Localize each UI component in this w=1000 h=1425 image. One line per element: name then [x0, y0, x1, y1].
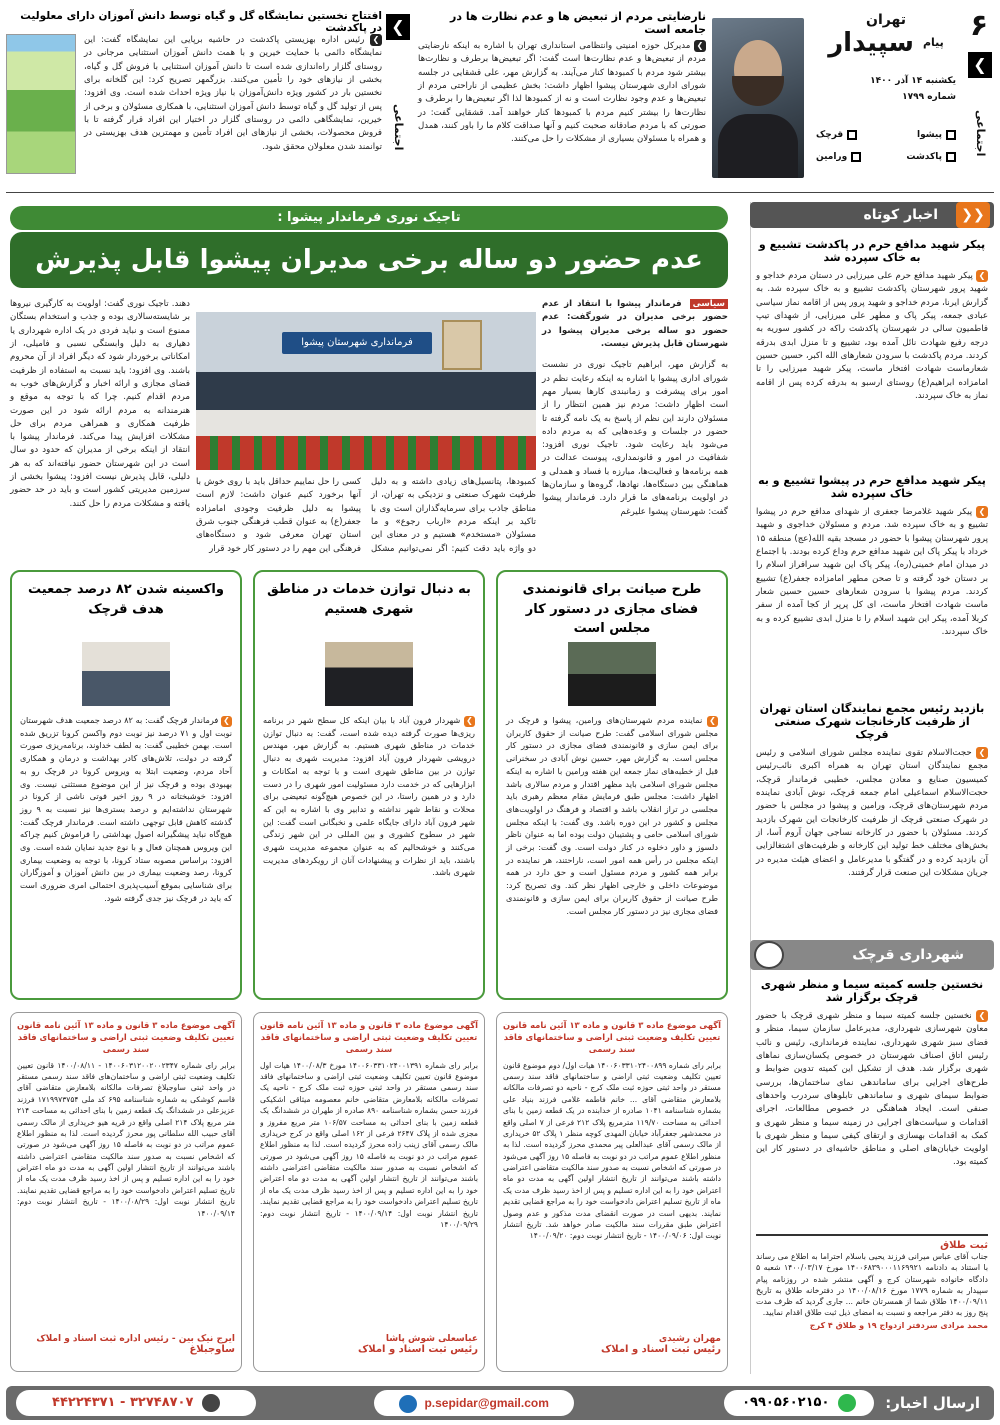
footer-email[interactable]: p.sepidar@gmail.com [374, 1390, 574, 1416]
municipal-title: نخستین جلسه کمیته سیما و منظر شهری قرچک برگزار شد [760, 978, 984, 1004]
logo [816, 12, 956, 70]
notice-title: آگهی موضوع ماده ۳ قانون و ماده ۱۳ آئین نامه قانون تعیین تکلیف وضعیت ثبتی اراضی و ساختمانهای فاقد سند رسمی [502, 1020, 721, 1055]
map-image [6, 34, 76, 174]
notice-signer-title: رئیس ثبت اسناد و املاک [358, 1343, 478, 1355]
municipal-logo [754, 941, 784, 969]
brief-item-body: ❯ پیکر شهید غلامرضا جعفری از شهدای مدافع حرم در پیشوا تشییع و به خاک سپرده شد. مردم و مسئولان خداجوی و شهید پرور شهرستان پیشوا با حضور در مسجد بقیه الله(عج) منطقه ۱۵ خرداد با پیکر پاک این شهید مدافع حرم وداع کرده بودند. با اجتماع در میدان امام خمینی(ره)، پیکر پاک این شهید سرافراز اسلام را بر دستان خود گرفته و تا صحن مطهر امامزاده جعفر(ع) تشییع کردند. مردم پیشوا با سرودن شعارهای حسین حسین شعار ماست شهادت افتخار ماست، ای کل پرپر از کجا آمده از سفر کربلا آمده، پیکر این شهید اسلام را تا منزل ابدی تشییع کرده و به خاک سپردند. [756, 507, 988, 637]
main-lead: سیاسی فرماندار پیشوا با انتقاد از عدم حضور برخی مدیران در شورگفت: عدم حضور دو ساله برخی مدیران پیشوا در شهرستان قابل پذیرش نیست. [542, 299, 728, 349]
story-2-arrow-icon: ❯ [370, 34, 382, 46]
phone-icon [202, 1394, 220, 1412]
footer-bar [6, 1386, 994, 1420]
city-qarchak: قرچک [816, 124, 857, 146]
main-kicker: تاجیک نوری فرماندار پیشوا : [10, 206, 728, 230]
brief-arrow-icon: ❯ [976, 506, 988, 518]
date-line: یکشنبه ۱۴ آذر ۱۴۰۰ [870, 76, 956, 86]
feature-box-photo [325, 642, 413, 706]
flowers [196, 436, 536, 470]
feature-box-title: به دنبال توازن خدمات در مناطق شهری هستیم [267, 582, 471, 617]
issue-line: شماره ۱۷۹۹ [902, 92, 956, 102]
city-varamin: ورامین [816, 146, 861, 168]
notice-signer: مهران رشیدی [658, 1333, 721, 1344]
footer-label: ارسال اخبار: [885, 1394, 980, 1412]
whatsapp-icon [838, 1394, 856, 1412]
brief-item-title: پیکر شهید مدافع حرم در پاکدشت تشییع و به خاک سپرده شد [758, 238, 986, 264]
feature-arrow-icon: ❯ [221, 716, 232, 727]
municipal-header [750, 940, 994, 970]
feature-boxes [10, 570, 728, 1004]
main-body-mid: کمبودها، پتانسیل‌های زیادی داشته و به دلیل ظرفیت شهرک صنعتی و نزدیکی به تهران، از مناطق جاذب برای سرمایه‌گذاران است وی با تاکید بر اینکه مردم «ارباب رجوع» و ما مسئولان «مستخدم» هستیم و در معنای این دو واژه باید دقت کنیم: اگر نمی‌توانیم مشکل کسی را حل نماییم حداقل باید با روی خوش با آنها برخورد کنیم عنوان داشت: لازم است پیشوا به دلیل ظرفیت وجودی امامزاده جعفر(ع) به عنوان قطب فرهنگی جنوب شرق استان تهران معرفی شود و دستگاه‌های فرهنگی این مهم را در دستور کار خود قرار [196, 477, 536, 554]
masthead [810, 6, 996, 186]
brief-header-label: اخبار کوتاه [863, 207, 938, 223]
brief-item-3 [756, 702, 988, 880]
city-list [816, 124, 956, 168]
notice-3 [10, 1012, 242, 1372]
city-peshva: پیشوا [917, 124, 956, 146]
main-col-right [542, 298, 728, 519]
portrait-frame [442, 320, 482, 370]
section-arrow-icon-2: ❯ [386, 14, 410, 40]
brief-arrow-icon: ❯ [976, 747, 988, 759]
feature-box-body: ❯ فرماندار قرچک گفت: به ۸۲ درصد جمعیت هدف شهرستان نوبت اول و ۷۱ درصد نیز نوبت دوم واکسن کرونا تزریق شده است. بهمن خطیبی گفت: به لطف خداوند، برنامه‌ریزی صورت گرفته در دولت، تلاش‌های کادر بهداشت و درمان و همکاری آحاد مردم، وضعیت ابتلا به ویروس کرونا در قرچک رو به بهبودی بوده و قرچک نیز از این موضوع مستثنی نیست. وی افزود: خوشبختانه در ۹ روز اخیر فوتی ناشی از کرونا در شهرستان نداشته‌ایم و درصد بستری‌ها نیز نسبت به ۹ روز گذشته کاهش قابل توجهی داشته است. فرماندار قرچک گفت: هیچ‌گاه نباید پیشگیرانه اصول بهداشتی را فراموش کنیم چراکه این ویروس همچنان فعال و با نوع جدید نمایان شده است. وی افزود: براساس مصوبه ستاد کرونا، با توجه به وضعیت بیماری کرونا، رصد وضعیت بیماری در بین دانش آموزان و آموزگاران برای شناسایی بموقع آسیب‌پذیری احتمالی امری ضروری است که باید در قرچک نیز جدی گرفته شود. [20, 715, 233, 903]
section-label: اجتماعی [974, 109, 987, 157]
main-headline: عدم حضور دو ساله برخی مدیران پیشوا قابل پذیرش [10, 232, 728, 288]
notice-body: برابر رای شماره ۱۴۰۰۶۰۳۳۱۰۲۴۰۰۱۳۹۱ مورخ ۱۴۰۰/۰۸/۳ هیات اول موضوع قانون تعیین تکلیف وضعیت ثبتی اراضی و ساختمانهای فاقد سند رسمی مستقر در واحد ثبتی حوزه ثبت ملک کرج - ناحیه یک تصرفات مالکانه بلامعارض متقاضی خانم معصومه میثاقی اشکیکی فرزند حسن بشماره شناسنامه ۸۹۰ صادره از طهران در ششدانگ یک قطعه زمین با بنای احداثی به مساحت ۱۰۶/۵۷ متر مربع مفروز و مجزی شده از پلاک ۲۶۴۷ فرعی از ۱۶۲ اصلی واقع در کرج خریداری مالک رسمی آقای زینب زاده محرز گردیده است. لذا به منظور اطلاع عموم مراتب در دو نوبت به فاصله ۱۵ روز آگهی می‌شود در صورتی که اشخاص نسبت به صدور سند مالکیت متقاضی اعتراضی داشته باشند می‌توانند از تاریخ انتشار اولین آگهی به مدت دو ماه اعتراض خود را به این اداره تسلیم و پس از اخذ رسید ظرف مدت یک ماه از تاریخ تسلیم اعتراض دادخواست خود را به مراجع قضایی تقدیم نمایند. تاریخ انتشار نوبت اول: ۱۴۰۰/۰۹/۱۴ - تاریخ انتشار نوبت دوم: ۱۴۰۰/۰۹/۲۹ [260, 1060, 478, 1230]
section-arrow-icon: ❯ [968, 52, 992, 78]
top-divider [6, 192, 994, 193]
city-pakdasht: پاکدشت [906, 146, 956, 168]
feature-box-1 [496, 570, 728, 1000]
divorce-body: جناب آقای عباس میرانی فرزند یحیی باسلام احتراما به اطلاع می رساند با استناد به دادنامه ۱۴۰۰۶۸۳۹۰۰۰۱۱۶۹۹۲۱ مورخ ۱۴۰۰/۰۳/۱۷ شعبه ۵ دادگاه خانواده شهرستان کرج و آگهی منتشر شده در روزنامه پیام سپیدار به شماره ۱۷۷۹ مورخ ۱۴۰۰/۰۸/۱۶ در دفترخانه طلاق به تاریخ ۱۴۰۰/۰۹/۱۱ طلاق شما از همسرتان خانم ... جاری گردید که ظرف مدت پنج روز به دفتر مراجعه و نسبت به امضای ذیل ثبت طلاق اقدام نمایید. [756, 1252, 988, 1318]
meeting-photo [196, 312, 536, 470]
feature-box-photo [82, 642, 170, 706]
logo-top: پیام [922, 36, 944, 49]
notice-2 [253, 1012, 485, 1372]
logo-city: تهران [866, 12, 906, 28]
notice-title: آگهی موضوع ماده ۳ قانون و ماده ۱۳ آئین نامه قانون تعیین تکلیف وضعیت ثبتی اراضی و ساختمانهای فاقد سند رسمی [16, 1020, 235, 1055]
feature-box-3 [10, 570, 242, 1000]
main-article [10, 298, 728, 562]
top-story-2-title: افتتاح نخستین نمایشگاه گل و گیاه توسط دانش آموزان دارای معلولیت در پاکدشت [20, 10, 382, 34]
municipal-header-label: شهرداری قرچک [852, 947, 964, 963]
brief-item-title: بازدید رئیس مجمع نمایندگان استان تهران از ظرفیت کارخانجات شهرک صنعتی قرچک [759, 702, 985, 741]
divorce-notice [756, 1234, 988, 1370]
notice-body: برابر رای شماره ۱۴۰۰۶۰۳۳۱۰۲۴۰۰۸۹۹ هیات اول/ دوم موضوع قانون تعیین تکلیف وضعیت ثبتی اراضی و ساختمانهای فاقد سند رسمی مستقر در واحد ثبتی حوزه ثبت ملک کرج - ناحیه دو تصرفات مالکانه بلامعارض متقاضی آقای ... خانم فاطمه غلامی فرزند بنیاد علی بشماره شناسنامه ۱۰۴۱ صادره از خدابنده در یک قطعه زمین با بنای احداثی به مساحت ۱۱۹/۷۰ مترمربع پلاک ۲۱۲ فرعی از ۷ اصلی واقع در محمدشهر جعفرآباد خیابان المهدی کوچه منظر ۱ پلاک ۵۲ خریداری از مالک رسمی آقای عبدالعلی پیر محمدی محرز گردیده است. لذا به منظور اطلاع عموم مراتب در دو نوبت به فاصله ۱۵ روز آگهی می‌شود در صورتی که اشخاص نسبت به صدور سند مالکیت متقاضی اعتراضی داشته باشند می‌توانند از تاریخ انتشار اولین آگهی به مدت دو ماه اعتراض خود را به این اداره تسلیم و پس از اخذ رسید ظرف مدت یک ماه از تاریخ تسلیم اعتراض دادخواست خود را به مراجع قضایی تقدیم نمایند. بدیهی است در صورت انقضای مدت مذکور و عدم وصول اعتراض طبق مقررات سند مالکیت صادر خواهد شد. تاریخ انتشار نوبت اول: ۱۴۰۰/۰۹/۰۶ - تاریخ انتشار نوبت دوم: ۱۴۰۰/۰۹/۲۰ [503, 1060, 721, 1241]
notice-title: آگهی موضوع ماده ۳ قانون و ماده ۱۳ آئین نامه قانون تعیین تکلیف وضعیت ثبتی اراضی و ساختمانهای فاقد سند رسمی [259, 1020, 478, 1055]
main-headline-box [10, 206, 728, 290]
footer-whatsapp[interactable]: ۰۹۹۰۵۶۰۲۱۵۰ [724, 1390, 874, 1416]
photo-banner: فرمانداری شهرستان پیشوا [282, 332, 432, 354]
brief-item-body: ❯ حجت‌الاسلام تقوی نماینده مجلس شورای اسلامی و رئیس مجمع نمایندگان استان تهران به همراه اکبری نائب‌رئیس کمیسیون صنایع و معادن مجلس، خطیبی فرماندار قرچک، حجت‌الاسلام اسماعیلی امام جمعه قرچک، نوش آبادی نماینده مردم شهرستان‌های قرچک، ورامین و پیشوا در مجلس با حضور در شهرک صنعتی قرچک از ظرفیت کارخانجات این شهرک بازدید کردند. مسئولان با حضور در کارخانه نساجی جهان آروم آسا، از بخش‌های مختلف خط تولید این کارخانه و ظرفیت‌های اشتغالزایی آن بازدید کرده و در گفتگو با مدیرعامل و اعضای هیئت مدیره در جریان مشکلات این صنعت قرار گرفتند. [756, 748, 988, 878]
story-arrow-icon: ❯ [694, 40, 706, 52]
notice-body: برابر رای شماره ۱۴۰۰۶۰۳۱۲۰۰۲۰۰۲۳۴۷ - ۱۴۰۰/۰۸/۱۱ قانون تعیین تکلیف وضعیت ثبتی اراضی و ساختمان‌های فاقد سند رسمی مستقر در واحد ثبتی ساوجبلاغ تصرفات مالکانه بلامعارض متقاضی آقای قاسم کوشکی به شماره شناسنامه ۶۹۵ کد ملی ۱۷۱۹۹۷۳۷۵۴ فرزند عزیزعلی در ششدانگ یک قطعه زمین با بنای احداثی به مساحت ۲۱۴ متر مربع پلاک ۲۱۴ اصلی واقع در قریه هیو خریداری از مالک رسمی آقای حبیب الله سلطانی پور محرز گردیده است. لذا به منظور اطلاع عموم مراتب در دو نوبت به فاصله ۱۵ روز آگهی می‌شود در صورتی که اشخاص نسبت به صدور سند مالکیت متقاضی اعتراضی داشته باشند می‌توانند از تاریخ انتشار اولین آگهی به مدت دو ماه اعتراض خود را به این اداره تسلیم و پس از اخذ رسید ظرف مدت یک ماه از تاریخ تسلیم اعتراض دادخواست خود را به مراجع قضایی تقدیم نمایند. تاریخ انتشار نوبت اول: ۱۴۰۰/۰۸/۲۹ - تاریخ انتشار نوبت دوم: ۱۴۰۰/۰۹/۱۴ [17, 1060, 235, 1218]
logo-name: سپیدار [828, 28, 914, 58]
feature-box-2 [253, 570, 485, 1000]
feature-box-photo [568, 642, 656, 706]
top-story [418, 10, 706, 182]
lead-label: سیاسی [690, 299, 728, 309]
feature-box-title: واکسینه شدن ۸۲ درصد جمعیت هدف قرچک [28, 582, 224, 617]
top-story-title: نارضایتی مردم از تبعیض ها و عدم نظارت ها در جامعه است [450, 10, 706, 36]
feature-arrow-icon: ❯ [707, 716, 718, 727]
main-body-right: به گزارش مهر، ابراهیم تاجیک نوری در نشست شورای اداری پیشوا با اشاره به اینکه رعایت نظم در امور برای پیشرفت و زمانبندی کارها بسیار مهم است اظهار داشت: مردم نیز همین انتظار را از مسئولان دارند این نظم از پاسخ به یک نامه گرفته تا حضور در جلسات و وعده‌هایی که به مردم داده می‌شود باید رعایت شود. تاجیک نوری افزود: شفافیت در امور و قانونمداری، پیوست عدالت در همه برنامه‌ها و فعالیت‌ها، مبارزه با فساد و همدلی و هماهنگی بین دستگاه‌ها، نهادها، گروه‌ها و سازمان‌ها در اولویت برنامه‌های ما قرار دارد. فرماندار پیشوا گفت: شهرستان پیشوا علیرغم [542, 360, 728, 517]
brief-arrows-icon: ❮❮ [956, 202, 990, 228]
brief-item-1 [756, 238, 988, 403]
email-icon [399, 1395, 417, 1413]
notice-signer-title: رئیس ثبت اسناد و املاک [601, 1343, 721, 1355]
brief-header [750, 202, 994, 228]
feature-arrow-icon: ❯ [464, 716, 475, 727]
feature-box-title: طرح صیانت برای قانونمندی فضای مجازی در دستور کار مجلس است [522, 582, 702, 636]
top-story-2 [6, 10, 382, 182]
top-story-2-body: ❯ رئیس اداره بهزیستی پاکدشت در حاشیه برپایی این نمایشگاه گفت: این نمایشگاه دائمی با حمایت خیرین و با همت دانش آموزان استثنایی مرجانی در روستای گلزار راه‌اندازی شده است تا دانش آموزان استثنایی با فروش گل و گیاه، بخشی از نیازهای خود را تأمین می‌کنند. بزرگمهر تصریح کرد: این گلخانه برای نخستین بار در کشور ویژه دانش‌آموزان با نیاز ویژه احداث شده است. وی افزود: پس از تولید گل و گیاه توسط دانش آموزان استثنایی، با همکاری مسئولان و برخی از خیرین، نمایشگاهی دائمی در روستای گلزار در اختیار این افراد قرار گرفته تا با فروش محصولات، بخشی از نیازهای این افراد تأمین و مهمترین هدف بهزیستی در توانمند شدن معلولان محقق شود. [84, 35, 382, 152]
notices [10, 1012, 728, 1374]
section-tab-2 [388, 80, 408, 174]
main-body-left: دهند. تاجیک نوری گفت: اولویت به کارگیری نیروها بر شایسته‌سالاری بوده و جذب و استخدام بستگان ممنوع است و نباید فردی در یک اداره شهرداری یا دهیاری به دلیل وابستگی نسبی و فامیلی، از امکاناتی برخوردار شود که دیگر افراد از آن محروم باشند. وی افزود: باید نسبت به استفاده از ظرفیت فضای مجازی و ارائه اخبار و گزارش‌های خوب به مردم اقدام کنیم. چرا که با توجه به موقع و هنرمندانه به مردم ارائه شود در این صورت ظرفیت همکاری و همراهی مردم برای حل مشکلات افزایش پیدا می‌کند. فرماندار پیشوا با انتقاد از اینکه برخی از مدیران که حدود دو سال است در این شهرستان حضور نیافته‌اند که به هر دلیلی، قابل پذیرش نیست افزود: پیشوا بخشی از سرزمین مدیریتی کشور است و باید در حد حضور یافته و مشکلات مردم را حل کنند. [10, 299, 190, 509]
notice-signer-title: ساوجبلاغ [189, 1343, 235, 1355]
page-number: ۶ [969, 8, 989, 43]
sidebar [750, 202, 994, 1374]
brief-arrow-icon: ❯ [976, 270, 988, 282]
top-band [0, 0, 1000, 190]
top-story-body: ❯ مدیرکل حوزه امنیتی وانتظامی استانداری تهران با اشاره به اینکه نارضایتی مردم از تبعیض‌ها و عدم نظارت‌ها است گفت: اگر تبعیض‌ها برطرف و نظارت‌ها بیشتر شود مردم با کمبودها کنار می‌آیند. به گزارش مهر، علی قشقایی در جلسه شورای اداری شهرستان پیشوا اظهار داشت: بخش عظیمی از ناراحتی مردم از تبعیض‌ها و عدم وجود نظارت است و نه از کمبودها لذا اگر تبعیض‌ها را برطرف و نظارت‌ها را بیشتر کنیم مردم با کمبودها کنار خواهند آمد. قشقایی گفت: در صورتی که با مردم صادقانه صحبت کنیم و آنها صداقت کلام ما را باور کنند، همدل و همراه با مسئولان بسیاری از مشکلات را حل می‌کنند. [418, 41, 706, 145]
footer-phone[interactable]: ۳۲۷۴۸۷۰۷ - ۴۴۲۲۴۳۷۱ [16, 1390, 256, 1416]
brief-item-body: ❯ پیکر شهید مدافع حرم علی میرزایی در دستان مردم خداجو و شهید پرور شهرستان پاکدشت تشییع و به خاک سپرده شد. به گزارش ایرنا، مردم خداجو و شهید پرور پس از اقامه نماز سیاسی عبادی جمعه، پیکر پاک و مطهر علی میرزایی، از شهدای تیپ فاطمیون سالی در شهرستان پاکدشت راکه در کشور سوریه به درجه رفیع شهادت نائل آمده بود، تشییع و تا منزل ابدی بدرقه کردند. مردم پاکدشت با سرودن شعارهای الله اکبر، حسین حسین شعارماست شهادت افتخار ماست، پیکر شهید میرزایی را تا امامزاده ابراهیم(ع) روستای ارسبو به بدرقه کرده پس از اقامه نماز به خاک سپردند. [756, 271, 988, 401]
divorce-signer: محمد مرادی سردفتر ازدواج ۱۹ و طلاق ۴ کرج [809, 1320, 988, 1330]
section-label-2: اجتماعی [392, 103, 405, 151]
official-portrait [712, 18, 804, 178]
brief-item-title: پیکر شهید مدافع حرم در پیشوا تشییع و به خاک سپرده شد [758, 474, 986, 500]
notice-signer: عباسعلی شوش پاشا [385, 1333, 478, 1344]
divorce-title: ثبت طلاق [940, 1240, 988, 1251]
section-tab [970, 86, 990, 180]
notice-signer: ایرج نیک بین - رئیس اداره ثبت اسناد و املاک [36, 1333, 235, 1344]
feature-box-body: ❯ شهردار فرون آباد با بیان اینکه کل سطح شهر در برنامه ریزی‌ها صورت گرفته دیده شده است، گفت: به دنبال توازن خدمات در مناطق شهری هستیم. به گزارش مهر، مهندس درویشی شهردار فرون آباد افزود: مدیریت شهری به دنبال توازن در بین مناطق شهری است و با توجه به امکانات و ابزارهایی که در خدمت دارد مسئولیت امور شهری را در دست دارد و در همین راستا، در این خصوص هیچ‌گونه تبعیضی برای محلات و نقاط شهر نداشته و تدابیر وی با اشاره به این که شهر فرون آباد دارای جایگاه علمی و نخبگانی است گفت: این شهر در سطوح کشوری و بین المللی در این شهر زندگی می‌کنند و خوشحالیم که به عنوان مجموعه مدیریت شهری باشند، باید از نظرات و پیشنهادات آنان از رویکردهای مدیریت شهری باشد. [263, 715, 475, 878]
municipal-body: ❯ نخستین جلسه کمیته سیما و منظر شهری قرچک با حضور معاون شهرسازی شهرداری، مدیرعامل سازمان سیما، منظر و فضای سبز شهری شهرداری، نماینده فرمانداری، رئیس و نائب رئیس اتاق اصناف شهرستان در خصوص یکسان‌سازی نماهای شهری برگزار شد. هدف از تشکیل این کمیته تدوین ضوابط و طرح‌های اجرایی برای ساماندهی نمای ساختمان‌ها، بررسی ضوابط سیمای شهری و ساماندهی تابلوهای سردرب واحدهای صنفی است. ایجاد هماهنگی در خصوص مطالعات، اجرای اقدامات و سیاست‌های اجرایی در زمینه سیما و منظر شهری و کمک به اقدامات بهسازی و ارتقای کیفی سیما و منظر شهری با اولویت خیابان‌های اصلی و مناطق حاشیه‌ای در دستور کار این کمیته بود. [756, 1011, 988, 1168]
notice-1 [496, 1012, 728, 1372]
municipal-arrow-icon: ❯ [976, 1010, 988, 1022]
feature-box-body: ❯ نماینده مردم شهرستان‌های ورامین، پیشوا و قرچک در مجلس شورای اسلامی گفت: طرح صیانت از حقوق کاربران برای ایمن سازی و قانونمندی فضای مجازی در دستور کار مجلس است. به گزارش مهر، حسین نوش آبادی در سخنرانی قبل از خطبه‌های نماز جمعه این هفته ورامین با اشاره به اینکه مجلس شورای اسلامی باید مظهر اقتدار و مردم سالاری باشد اظهار داشت: مجلس طبق فرمایش مقام معظم رهبری باید مجلسی در تراز انقلاب باشد و اقتصاد و فرهنگ در اولویت‌های مجلس و کشور در این دوره باشد. وی گفت: با اینکه مجلس شورای اسلامی حامی و پشتیبان دولت بوده اما به عنوان ناظر دلسوز و داور دخلوه در کنار دولت است. وی گفت: برخی از اینکه مجلس در رأس همه امور است، ناراحتند، هر نماینده در برابر همه کشور و مردم مسئول است و حق دارد در همه موضوعات داخلی و خارجی اظهار نظر کند. وی تصریح کرد: طرح صیانت از حقوق کاربران برای ایمن سازی و قانونمندی فضای مجازی نیز در دستور کار مجلس است. [506, 715, 718, 916]
brief-item-2 [756, 474, 988, 639]
municipal-story [756, 978, 988, 1170]
